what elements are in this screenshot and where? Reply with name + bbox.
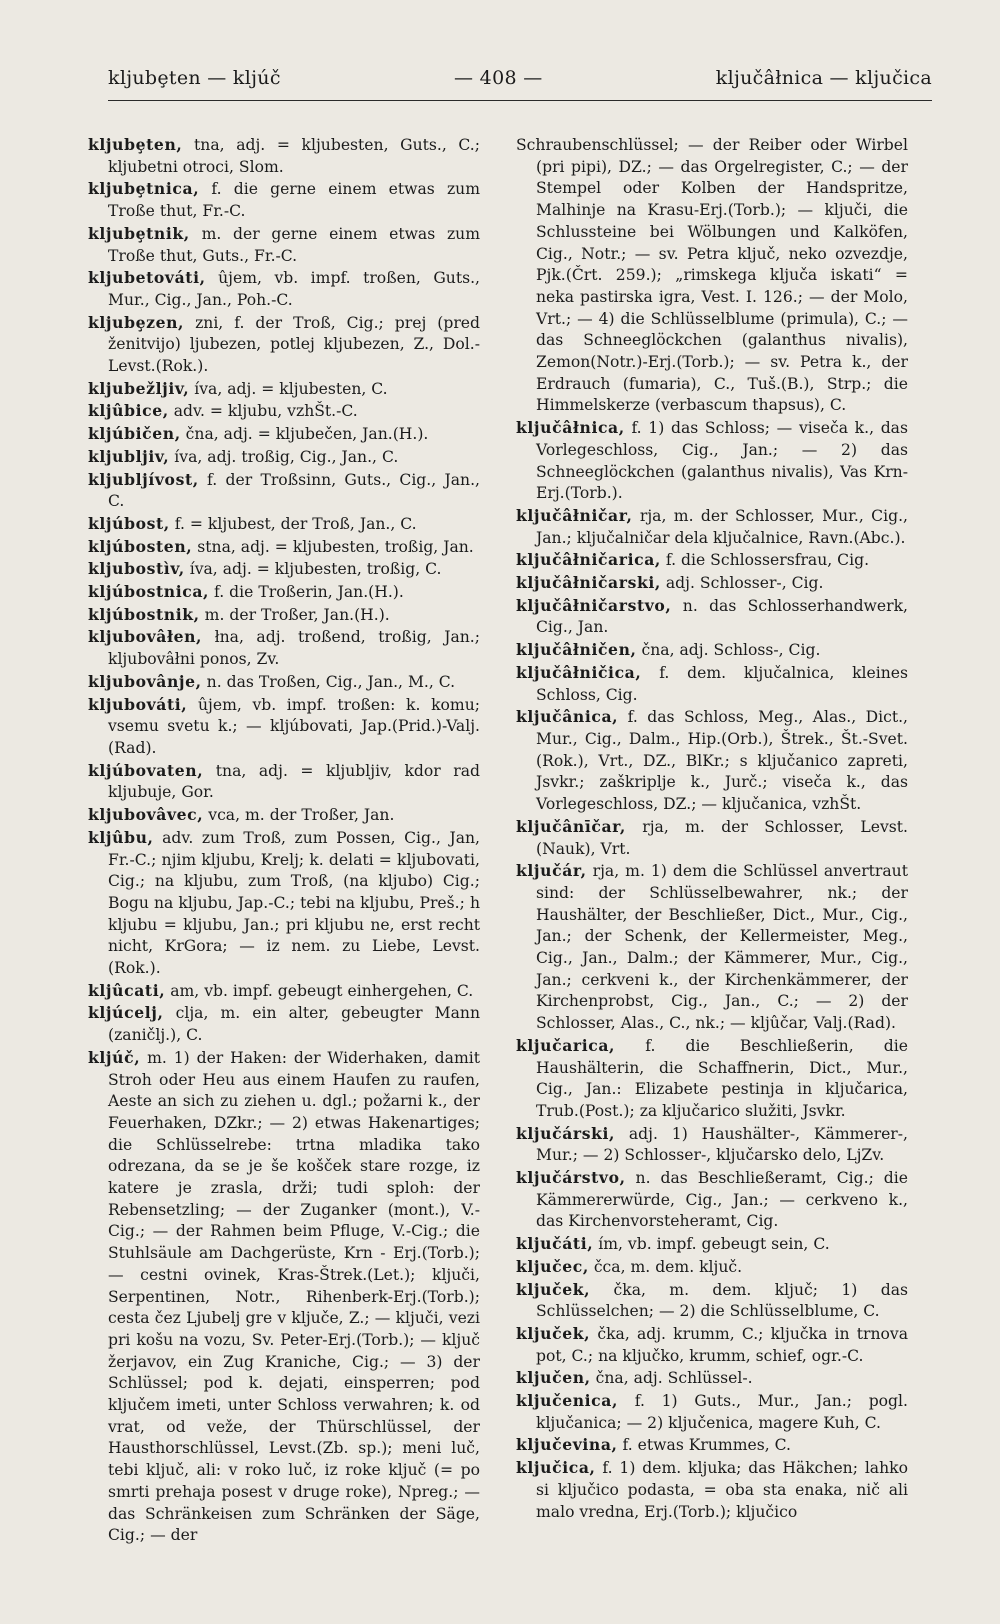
entry-definition: adj. Schlosser-, Cig.	[660, 574, 824, 593]
entry-definition: f. die Troßerin, Jan.(H.).	[209, 583, 404, 602]
entry-headword: kljubetováti,	[88, 268, 206, 288]
dictionary-entry	[88, 604, 480, 627]
dictionary-entry	[88, 626, 480, 670]
entry-definition: rja, m. 1) dem die Schlüssel anvertraut sind: der Schlüsselbewahrer, nk.; der Haushälter, der Beschließer, Dict., Mur., Cig., Jan.; der Schenk, der Kellermeister, Meg., Cig., Jan., Dalm.; der Kämmerer, Mur., Cig., Jan.; cerkveni k., der Kirchenkämmerer, der Kirchenprobst, Cig., Jan., C.; — 2) der Schlosser, Alas., C., nk.; — kljûčar, Valj.(Rad).	[536, 862, 908, 1033]
dictionary-entry	[88, 134, 480, 178]
header-rule	[108, 100, 932, 101]
dictionary-entry	[88, 378, 480, 401]
entry-headword: kljúbost,	[88, 513, 170, 533]
dictionary-entry	[516, 1233, 908, 1256]
dictionary-entry	[88, 312, 480, 378]
dictionary-entry	[88, 446, 480, 469]
entry-definition: f. dem. ključalnica, kleines Schloss, Cig.	[536, 663, 908, 704]
entry-headword: ključek,	[516, 1323, 591, 1343]
entry-headword: kljúbičen,	[88, 424, 181, 444]
dictionary-entry	[516, 417, 908, 505]
dictionary-entry	[88, 581, 480, 604]
entry-headword: ključâłničica,	[516, 662, 642, 682]
entry-headword: kljubȩzen,	[88, 312, 185, 332]
dictionary-entry	[516, 662, 908, 706]
entry-definition: čca, m. dem. ključ.	[588, 1257, 743, 1276]
entry-headword: kljûbice,	[88, 401, 169, 421]
entry-headword: kljubȩten,	[88, 135, 183, 154]
dictionary-entry	[516, 1390, 908, 1434]
entry-headword: kljúč,	[88, 1047, 141, 1067]
entry-headword: kljubȩtnica,	[88, 179, 200, 199]
dictionary-entry	[88, 1002, 480, 1046]
dictionary-entry	[88, 694, 480, 760]
dictionary-entry	[516, 1035, 908, 1123]
entry-definition: čka, adj. krumm, C.; ključka in trnova pot, C.; na ključko, krumm, schief, ogr.-C.	[536, 1324, 908, 1365]
entry-headword: kljúbovaten,	[88, 760, 204, 780]
entry-headword: ključarica,	[516, 1035, 616, 1055]
dictionary-entry	[516, 549, 908, 572]
entry-headword: ključâłničarski,	[516, 573, 661, 593]
entry-headword: kljubostìv,	[88, 559, 185, 579]
entry-definition: zni, f. der Troß, Cig.; prej (pred ženitvijo) ljubezen, potlej kljubezen, Z., Dol.-Levst.(Rok.).	[108, 313, 480, 376]
entry-definition: ím, vb. impf. gebeugt sein, C.	[593, 1235, 830, 1254]
entry-definition: n. das Schlosserhandwerk, Cig., Jan.	[536, 596, 908, 637]
entry-headword: ključek,	[516, 1279, 591, 1299]
dictionary-entry	[88, 760, 480, 804]
entry-definition: n. das Troßen, Cig., Jan., M., C.	[201, 672, 456, 691]
dictionary-entry	[516, 1367, 908, 1390]
entry-definition: f. die Beschließerin, die Haushälterin, die Schaffnerin, Dict., Mur., Cig., Jan.: Elizabete pestinja in ključarica, Trub.(Post.); za ključarico služiti, Jsvkr.	[536, 1036, 908, 1120]
entry-headword: ključáti,	[516, 1234, 594, 1254]
dictionary-entry	[516, 1434, 908, 1457]
entry-definition: f. der Troßsinn, Guts., Cig., Jan., C.	[108, 470, 480, 511]
dictionary-entry	[88, 423, 480, 446]
entry-definition: tna, adj. = kljubljiv, kdor rad kljubuje, Gor.	[108, 761, 480, 802]
entry-headword: kljubováti,	[88, 694, 188, 714]
entry-headword: ključár,	[516, 861, 587, 881]
entry-headword: kljúbosten,	[88, 536, 193, 556]
dictionary-entry	[88, 400, 480, 423]
entry-headword: kljúcelj,	[88, 1003, 164, 1023]
dictionary-entry	[516, 1457, 908, 1523]
dictionary-entry	[88, 558, 480, 581]
entry-definition: f. die Schlossersfrau, Cig.	[660, 551, 870, 570]
entry-headword: ključenica,	[516, 1391, 619, 1411]
entry-definition: am, vb. impf. gebeugt einhergehen, C.	[165, 981, 474, 1000]
dictionary-entry	[88, 469, 480, 513]
dictionary-entry	[88, 804, 480, 827]
entry-definition: f. das Schloss, Meg., Alas., Dict., Mur., Cig., Dalm., Hip.(Orb.), Štrek., Št.-Svet.(Rok.), Vrt., DZ., BlKr.; s ključanico zapreti, Jsvkr.; zaškriplje k., Jurč.; viseča k., das Vorlegeschloss, DZ.; — ključanica, vzhŠt.	[536, 708, 908, 814]
entry-headword: kljubljiv,	[88, 446, 170, 466]
entry-headword: kljubovânje,	[88, 671, 202, 691]
entry-definition: tna, adj. = kljubesten, Guts., C.; kljubetni otroci, Slom.	[108, 136, 480, 176]
entry-headword: ključâłničarica,	[516, 550, 661, 570]
dictionary-entry	[516, 1167, 908, 1233]
dictionary-entry	[516, 1123, 908, 1167]
entry-definition: f. 1) dem. kljuka; das Häkchen; lahko si ključico podasta, = oba sta enaka, nič ali malo vredna, Erj.(Torb.); ključico	[536, 1459, 908, 1521]
entry-definition: Schraubenschlüssel; — der Reiber oder Wirbel (pri pipi), DZ.; — das Orgelregister, C.; — der Stempel oder Kolben der Handspritze, Malhinje na Krasu-Erj.(Torb.); — ključi, die Schlussteine bei Wölbungen und Kalköfen, Cig., Notr.; — sv. Petra ključ, neko ozvezdje, Pjk.(Črt. 259.); „rimskega ključa iskati“ = neka pastirska igra, Vest. I. 126.; — der Molo, Vrt.; — 4) die Schlüsselblume (primula), C.; — das Schneeglöckchen (galanthus nivalis), Zemon(Notr.)-Erj.(Torb.); — sv. Petra k., der Erdrauch (fumaria), C., Tuš.(B.), Strp.; die Himmelskerze (verbascum thapsus), C.	[516, 136, 908, 415]
dictionary-entry	[516, 860, 908, 1035]
dictionary-entry	[516, 572, 908, 595]
dictionary-entry	[516, 1323, 908, 1367]
entry-definition: m. der gerne einem etwas zum Troße thut, Guts., Fr.-C.	[108, 224, 480, 265]
entry-definition: n. das Beschließeramt, Cig.; die Kämmererwürde, Cig., Jan.; — cerkveno k., das Kirchenvorsteheramt, Cig.	[536, 1169, 908, 1231]
entry-headword: kljûbu,	[88, 827, 154, 847]
entry-headword: ključevina,	[516, 1435, 618, 1455]
entry-definition: f. 1) Guts., Mur., Jan.; pogl. ključanica; — 2) ključenica, magere Kuh, C.	[536, 1392, 908, 1432]
dictionary-entry	[88, 223, 480, 267]
dictionary-entry	[516, 639, 908, 662]
page-header	[108, 62, 932, 94]
entry-definition: íva, adj. = kljubesten, troßig, C.	[184, 560, 442, 579]
entry-definition: f. = kljubest, der Troß, Jan., C.	[169, 514, 417, 533]
entry-headword: kljubovâłen,	[88, 627, 203, 647]
dictionary-entry	[88, 1047, 480, 1547]
dictionary-entry	[88, 178, 480, 222]
entry-definition: f. etwas Krummes, C.	[617, 1436, 791, 1455]
dictionary-entry	[516, 505, 908, 549]
entry-definition: adv. zum Troß, zum Possen, Cig., Jan, Fr.-C.; njim kljubu, Krelj; k. delati = kljubovati, Cig.; na kljubu, zum Troß, (na kljubo) Cig.; Bogu na kljubu, Jap.-C.; tebi na kljubu, Preš.; h kljubu = kljubu, Jan.; pri kljubu ne, erst recht nicht, KrGora; — iz nem. zu Liebe, Levst.(Rok.).	[108, 828, 480, 978]
header-left-guide: kljubȩten — kljúč	[108, 67, 281, 89]
dictionary-entry	[516, 706, 908, 816]
page-number: — 408 —	[454, 67, 543, 89]
entry-definition: clja, m. ein alter, gebeugter Mann (zaničlj.), C.	[108, 1004, 480, 1045]
dictionary-entry	[516, 1256, 908, 1279]
entry-definition: ûjem, vb. impf. troßen, Guts., Mur., Cig., Jan., Poh.-C.	[108, 269, 480, 309]
entry-definition: m. 1) der Haken: der Widerhaken, damit Stroh oder Heu aus einem Haufen zu raufen, Aeste an sich zu ziehen u. dgl.; požarni k., der Feuerhaken, DZkr.; — 2) etwas Hakenartiges; die Schlüsselrebe: trtna mladika tako odrezana, da se je še košček stare rozge, iz katere je zrasla, drži; tudi sploh: der Rebensetzling; — der Zuganker (mont.), V.-Cig.; — der Rahmen beim Pfluge, V.-Cig.; die Stuhlsäule am Dachgerüste, Krn - Erj.(Torb.); — cestni ovinek, Kras-Štrek.(Let.); ključi, Serpentinen, Notr., Rihenberk-Erj.(Torb.); cesta čez Ljubelj gre v ključe, Z.; — ključi, vezi pri košu na vozu, Sv. Peter-Erj.(Torb.); — ključ žerjavov, ein Zug Kraniche, Cig.; — 3) der Schlüssel; pod k. dejati, einsperren; pod ključem imeti, unter Schloss verwahren; k. od vrat, od veže, der Thürschlüssel, der Hausthorschlüssel, Levst.(Zb. sp.); meni luč, tebi ključ, ali: v roko luč, iz roke ključ (= po smrti prehaja posest v druge roke), Npreg.; — das Schränkeisen zum Schränken der Säge, Cig.; — der	[108, 1048, 480, 1545]
entry-headword: ključâłničar,	[516, 505, 633, 525]
entry-definition: vca, m. der Troßer, Jan.	[203, 806, 395, 825]
entry-definition: łna, adj. troßend, troßig, Jan.; kljubovâłni ponos, Zv.	[108, 628, 480, 669]
entry-headword: kljubȩtnik,	[88, 223, 190, 243]
entry-headword: ključica,	[516, 1458, 596, 1478]
entry-definition: rja, m. der Schlosser, Mur., Cig., Jan.; ključalničar dela ključalnice, Ravn.(Abc.).	[536, 506, 908, 547]
entry-headword: kljubljívost,	[88, 469, 199, 489]
entry-headword: ključen,	[516, 1368, 591, 1388]
entry-headword: ključárstvo,	[516, 1168, 626, 1188]
entry-headword: kljubovâvec,	[88, 805, 204, 825]
entry-headword: kljúbostnica,	[88, 582, 210, 602]
entry-definition: čka, m. dem. ključ; 1) das Schlüsselchen; — 2) die Schlüsselblume, C.	[536, 1280, 908, 1321]
entry-headword: ključec,	[516, 1256, 589, 1276]
entry-definition: íva, adj. = kljubesten, C.	[189, 379, 388, 398]
entry-definition: íva, adj. troßig, Cig., Jan., C.	[169, 447, 399, 466]
dictionary-entry	[88, 671, 480, 694]
entry-definition: adj. 1) Haushälter-, Kämmerer-, Mur.; — 2) Schlosser-, ključarsko delo, LjZv.	[536, 1124, 908, 1165]
left-column	[88, 134, 480, 1608]
right-column	[516, 134, 908, 1608]
dictionary-entry	[516, 134, 908, 417]
entry-headword: kljubežljiv,	[88, 378, 190, 398]
dictionary-entry	[88, 513, 480, 536]
entry-definition: čna, adj. = kljubečen, Jan.(H.).	[180, 425, 429, 444]
entry-definition: čna, adj. Schloss-, Cig.	[636, 641, 821, 660]
entry-headword: kljúbostnik,	[88, 604, 200, 624]
entry-definition: stna, adj. = kljubesten, troßig, Jan.	[192, 537, 474, 556]
dictionary-entry	[516, 595, 908, 639]
dictionary-entry	[88, 267, 480, 311]
entry-definition: f. die gerne einem etwas zum Troße thut, Fr.-C.	[108, 180, 480, 221]
entry-definition: ûjem, vb. impf. troßen: k. komu; vsemu svetu k.; — kljúbovati, Jap.(Prid.)-Valj.(Rad).	[108, 695, 480, 757]
entry-headword: ključânīčar,	[516, 816, 626, 836]
dictionary-entry	[516, 1279, 908, 1323]
entry-definition: f. 1) das Schloss; — viseča k., das Vorlegeschloss, Cig., Jan.; — 2) das Schneeglöckchen (galanthus nivalis), Vas Krn-Erj.(Torb.).	[536, 419, 908, 503]
entry-definition: čna, adj. Schlüssel-.	[590, 1369, 753, 1388]
dictionary-entry	[88, 827, 480, 980]
dictionary-entry	[516, 816, 908, 860]
entry-headword: ključâłničarstvo,	[516, 595, 672, 615]
entry-definition: rja, m. der Schlosser, Levst.(Nauk), Vrt.	[536, 817, 908, 858]
dictionary-entry	[88, 980, 480, 1003]
entry-definition: adv. = kljubu, vzhŠt.-C.	[168, 402, 358, 421]
header-right-guide: ključâłnica — ključica	[715, 67, 932, 89]
entry-headword: ključâłnica,	[516, 418, 625, 438]
entry-headword: ključárski,	[516, 1123, 616, 1143]
entry-headword: kljûcati,	[88, 980, 166, 1000]
dictionary-entry	[88, 536, 480, 559]
entry-definition: m. der Troßer, Jan.(H.).	[199, 605, 390, 624]
entry-headword: ključânica,	[516, 707, 619, 727]
entry-headword: ključâłničen,	[516, 640, 637, 660]
